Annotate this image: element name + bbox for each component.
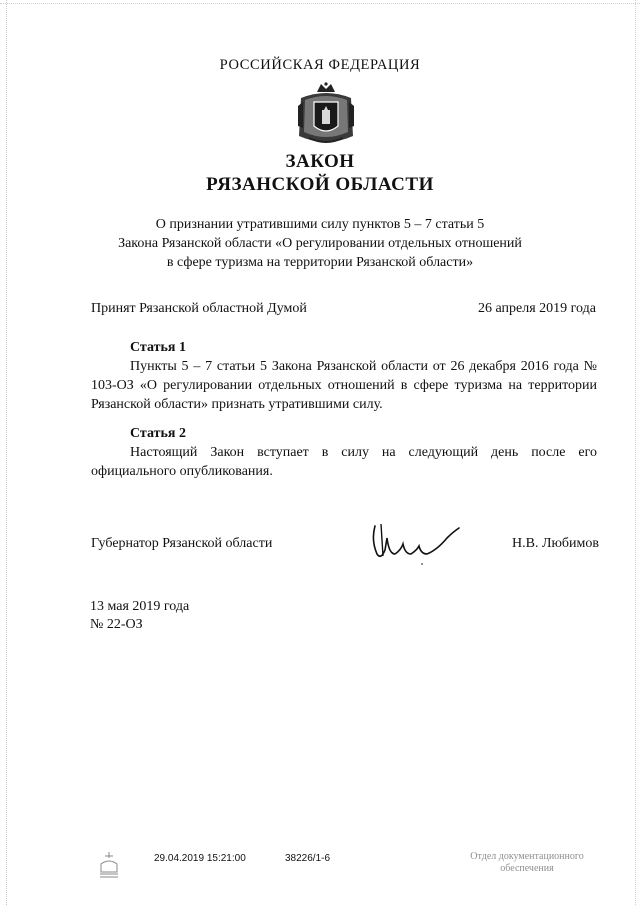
- country-heading: РОССИЙСКАЯ ФЕДЕРАЦИЯ: [219, 57, 421, 73]
- registration-number: 38226/1-6: [285, 853, 331, 864]
- adopting-body: Принят Рязанской областной Думой: [91, 301, 307, 316]
- law-number: № 22-ОЗ: [90, 617, 143, 632]
- scan-top-edge: [0, 0, 640, 4]
- governor-title: Губернатор Рязанской области: [91, 536, 273, 551]
- signing-details: [90, 598, 189, 634]
- article-text: Пункты 5 – 7 статьи 5 Закона Рязанской области от 26 декабря 2016 года № 103-ОЗ «О регулировании отдельных отношений в сфере туризма на территории Рязанской области» признать утратившими силу.: [91, 359, 597, 412]
- coat-of-arms-icon: [295, 82, 357, 148]
- article-title: Статья 2: [130, 426, 186, 441]
- department-line-2: обеспечения: [500, 863, 554, 874]
- department-line-1: Отдел документационного: [470, 851, 584, 862]
- article-text: Настоящий Закон вступает в силу на следующий день после его официального опубликования.: [91, 445, 597, 479]
- subject-line-1: О признании утратившими силу пунктов 5 – 7 статьи 5: [155, 217, 485, 232]
- article-title: Статья 1: [130, 340, 186, 355]
- signing-date: 13 мая 2019 года: [90, 599, 190, 614]
- subject-line-3: в сфере туризма на территории Рязанской области»: [166, 255, 474, 270]
- law-subject: [0, 215, 640, 272]
- scan-right-edge: [635, 0, 640, 905]
- department-stamp: [452, 851, 602, 875]
- adoption-row: [91, 301, 596, 317]
- region-name: РЯЗАНСКОЙ ОБЛАСТИ: [206, 174, 434, 195]
- article-2: [91, 424, 597, 481]
- handwritten-signature-icon: [367, 520, 467, 566]
- article-1: [91, 338, 597, 414]
- law-word: ЗАКОН: [285, 151, 355, 172]
- adoption-date: 26 апреля 2019 года: [478, 301, 596, 316]
- governor-name: Н.В. Любимов: [512, 536, 599, 551]
- registration-stamp-icon: [98, 850, 120, 880]
- subject-line-2: Закона Рязанской области «О регулировании отдельных отношений: [118, 236, 522, 251]
- scan-left-edge: [0, 0, 7, 905]
- law-title: [0, 150, 640, 196]
- registration-datetime: 29.04.2019 15:21:00: [154, 853, 246, 864]
